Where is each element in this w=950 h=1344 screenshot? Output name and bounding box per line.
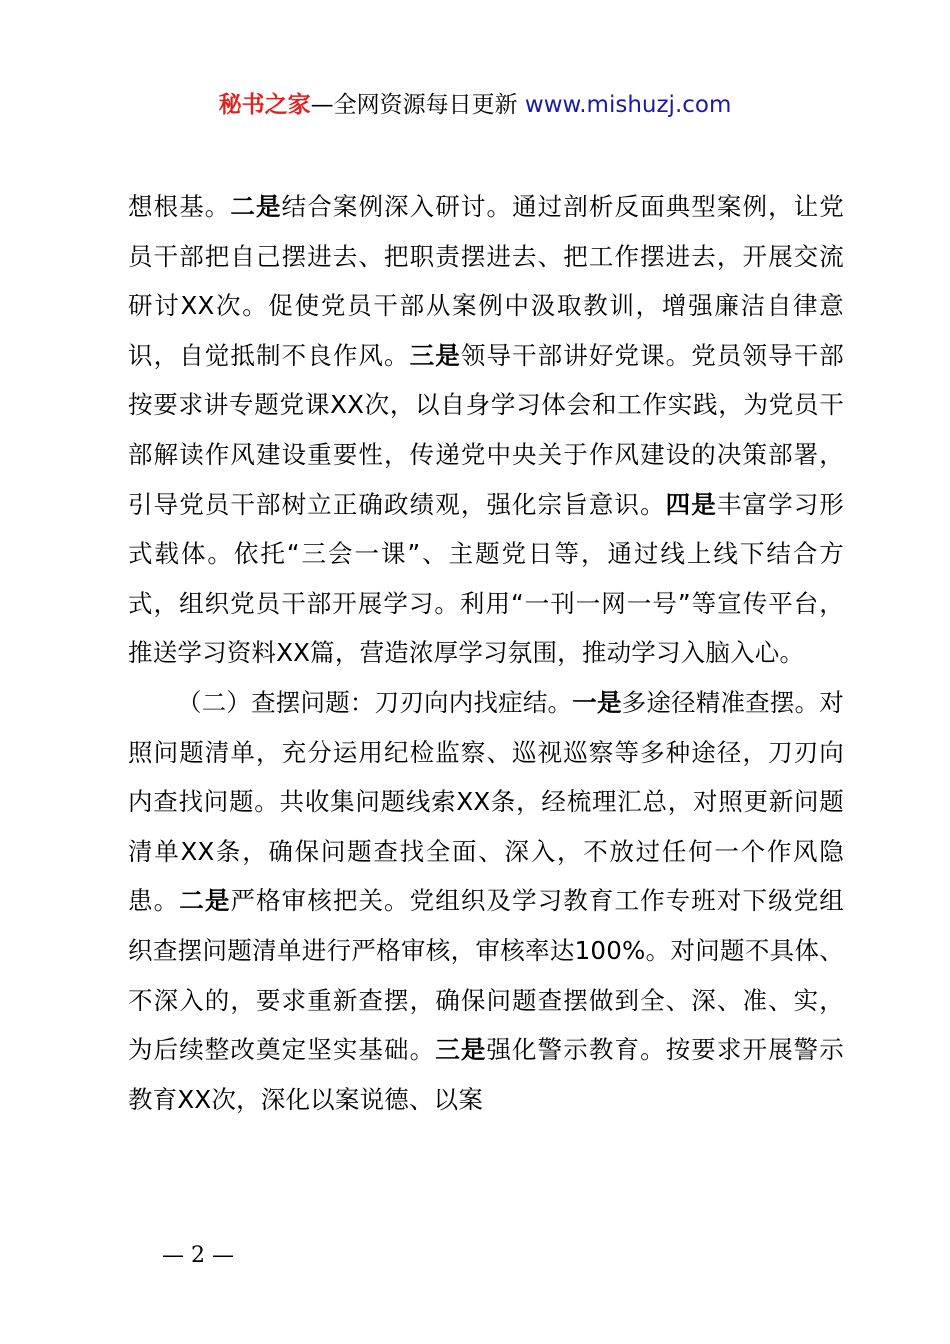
page-number: — 2 — [162,1243,234,1268]
site-url-link[interactable]: www.mishuzj.com [524,92,732,118]
site-brand: 秘书之家 [218,92,311,118]
bold-marker: 二是 [179,886,231,916]
section-heading: （二）查摆问题：刀刃向内找症结。 [177,687,573,717]
bold-marker: 二是 [230,192,282,221]
site-tagline: —全网资源每日更新 [310,92,525,118]
bold-marker: 四是 [665,489,717,519]
bold-marker: 一是 [572,687,622,717]
bold-marker: 三是 [435,1035,487,1065]
paragraph-study-measures: 想根基。二是结合案例深入研讨。通过剖析反面典型案例，让党员干部把自己摆进去、把职责摆进去、把工作摆进去，开展交流研讨XX次。促使党员干部从案例中汲取教训，增强廉洁自律意识，自觉抵制不良作风。三是领导干部讲好党课。党员领导干部按要求讲专题党课XX次，以自身学习体会和工作实践，为党员干部解读作风建设重要性，传递党中央关于作风建设的决策部署，引导党员干部树立正确政绩观，强化宗旨意识。四是丰富学习形式载体。依托“三会一课”、主题党日等，通过线上线下结合方式，组织党员干部开展学习。利用“一刊一网一号”等宣传平台，推送学习资料XX篇，营造浓厚学习氛围，推动学习入脑入心。 [128,192,845,668]
site-header [0,88,950,122]
bold-marker: 三是 [409,340,461,370]
paragraph-problem-finding: （二）查摆问题：刀刃向内找症结。一是多途径精准查摆。对照问题清单，充分运用纪检监察、巡视巡察等多种途径，刀刃向内查找问题。共收集问题线索XX条，经梳理汇总，对照更新问题清单XX条，确保问题查找全面、深入，不放过任何一个作风隐患。二是严格审核把关。党组织及学习教育工作专班对下级党组织查摆问题清单进行严格审核，审核率达100%。对问题不具体、不深入的，要求重新查摆，确保问题查摆做到全、深、准、实，为后续整改奠定坚实基础。三是强化警示教育。按要求开展警示教育XX次，深化以案说德、以案 [128,687,844,1114]
document-body [128,182,844,1124]
